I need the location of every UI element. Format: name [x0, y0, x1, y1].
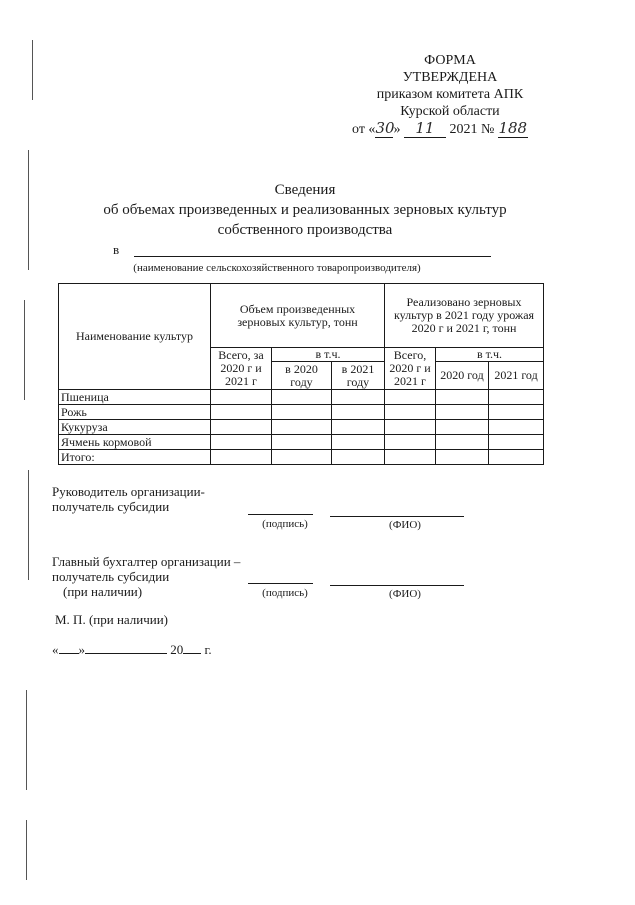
header-produced-total: Всего, за 2020 г и 2021 г	[211, 348, 272, 390]
cell-value[interactable]	[489, 420, 544, 435]
header-produced-incl: в т.ч.	[272, 348, 385, 362]
accountant-line1: Главный бухгалтер организации –	[52, 554, 241, 569]
order-month: 11	[404, 120, 446, 138]
cell-value[interactable]	[332, 420, 385, 435]
header-produced-2020: в 2020 году	[272, 362, 332, 390]
cell-value[interactable]	[272, 420, 332, 435]
header-sold-2020: 2020 год	[436, 362, 489, 390]
scan-mark	[26, 820, 27, 880]
day-close: »	[393, 122, 401, 137]
scan-mark	[32, 40, 33, 100]
scan-mark	[28, 150, 29, 270]
date-line	[52, 641, 212, 658]
date-suffix: г.	[204, 642, 212, 657]
accountant-signature-label	[52, 554, 240, 599]
date-open: «	[52, 642, 59, 657]
approved-label: УТВЕРЖДЕНА	[402, 70, 498, 85]
stamp-label: М. П. (при наличии)	[55, 612, 169, 627]
date-year-field[interactable]	[183, 641, 201, 654]
scan-mark	[26, 690, 27, 790]
from-prefix: от «	[352, 122, 376, 137]
cell-value[interactable]	[332, 405, 385, 420]
cell-value[interactable]	[436, 420, 489, 435]
cell-value[interactable]	[332, 390, 385, 405]
cell-value[interactable]	[332, 435, 385, 450]
order-year: 2021	[449, 122, 478, 137]
grain-volume-table	[58, 283, 544, 465]
header-produced: Объем произведенных зерновых культур, тонн	[211, 284, 385, 348]
title-line: собственного производства	[217, 222, 393, 238]
accountant-name-field[interactable]	[330, 585, 464, 586]
title-line: Сведения	[274, 182, 336, 198]
signature-caption: (подпись)	[262, 587, 308, 599]
cell-value[interactable]	[272, 435, 332, 450]
approval-block	[340, 52, 560, 138]
crop-name: Пшеница	[59, 390, 211, 405]
cell-value[interactable]	[272, 450, 332, 465]
cell-value[interactable]	[489, 390, 544, 405]
date-month-field[interactable]	[85, 641, 167, 654]
form-label: ФОРМА	[424, 53, 476, 68]
title-line: об объемах произведенных и реализованных зерновых культур	[103, 202, 507, 218]
table-row	[59, 390, 544, 405]
cell-value[interactable]	[436, 450, 489, 465]
cell-value[interactable]	[385, 420, 436, 435]
crop-name: Ячмень кормовой	[59, 435, 211, 450]
cell-value[interactable]	[385, 450, 436, 465]
cell-value[interactable]	[211, 420, 272, 435]
cell-value[interactable]	[211, 390, 272, 405]
cell-value[interactable]	[436, 405, 489, 420]
cell-value[interactable]	[489, 450, 544, 465]
date-day-field[interactable]	[59, 641, 79, 654]
region-label: Курской области	[400, 104, 500, 119]
table-row	[59, 405, 544, 420]
table-row	[59, 420, 544, 435]
cell-value[interactable]	[332, 450, 385, 465]
header-produced-2021: в 2021 году	[332, 362, 385, 390]
order-label: приказом комитета АПК	[376, 87, 524, 102]
table-row	[59, 450, 544, 465]
scan-mark	[24, 300, 25, 400]
head-name-field[interactable]	[330, 516, 464, 517]
name-caption: (ФИО)	[389, 588, 421, 600]
cell-value[interactable]	[272, 405, 332, 420]
crop-name: Кукуруза	[59, 420, 211, 435]
producer-name-field	[134, 256, 491, 257]
cell-value[interactable]	[211, 450, 272, 465]
table-row	[59, 435, 544, 450]
number-prefix: №	[480, 122, 495, 137]
cell-value[interactable]	[385, 435, 436, 450]
signature-caption: (подпись)	[262, 518, 308, 530]
date-year-prefix: 20	[170, 642, 184, 657]
document-title	[60, 180, 550, 240]
order-number: 188	[498, 119, 528, 137]
cell-value[interactable]	[211, 405, 272, 420]
cell-value[interactable]	[489, 435, 544, 450]
cell-value[interactable]	[211, 435, 272, 450]
producer-caption: (наименование сельскохозяйственного товаропроизводителя)	[133, 262, 421, 274]
name-caption: (ФИО)	[389, 519, 421, 531]
accountant-line2: получатель субсидии	[52, 569, 170, 584]
crop-name: Рожь	[59, 405, 211, 420]
cell-value[interactable]	[489, 405, 544, 420]
accountant-signature-field[interactable]	[248, 583, 313, 584]
total-label: Итого:	[59, 450, 211, 465]
cell-value[interactable]	[436, 390, 489, 405]
producer-prefix: в	[113, 242, 120, 257]
head-line2: получатель субсидии	[52, 499, 170, 514]
head-signature-label	[52, 484, 205, 514]
head-line1: Руководитель организации-	[52, 484, 205, 499]
head-signature-field[interactable]	[248, 514, 313, 515]
accountant-line3: (при наличии)	[63, 584, 143, 599]
cell-value[interactable]	[272, 390, 332, 405]
order-date-number	[340, 120, 560, 138]
cell-value[interactable]	[436, 435, 489, 450]
cell-value[interactable]	[385, 405, 436, 420]
cell-value[interactable]	[385, 390, 436, 405]
date-mid: »	[78, 642, 85, 657]
header-sold-total: Всего, 2020 г и 2021 г	[385, 348, 436, 390]
header-crop: Наименование культур	[59, 284, 211, 390]
header-sold: Реализовано зерновых культур в 2021 году урожая 2020 г и 2021 г, тонн	[385, 284, 544, 348]
header-sold-2021: 2021 год	[489, 362, 544, 390]
header-sold-incl: в т.ч.	[436, 348, 544, 362]
order-day: 30	[375, 119, 395, 137]
scan-mark	[28, 470, 29, 580]
